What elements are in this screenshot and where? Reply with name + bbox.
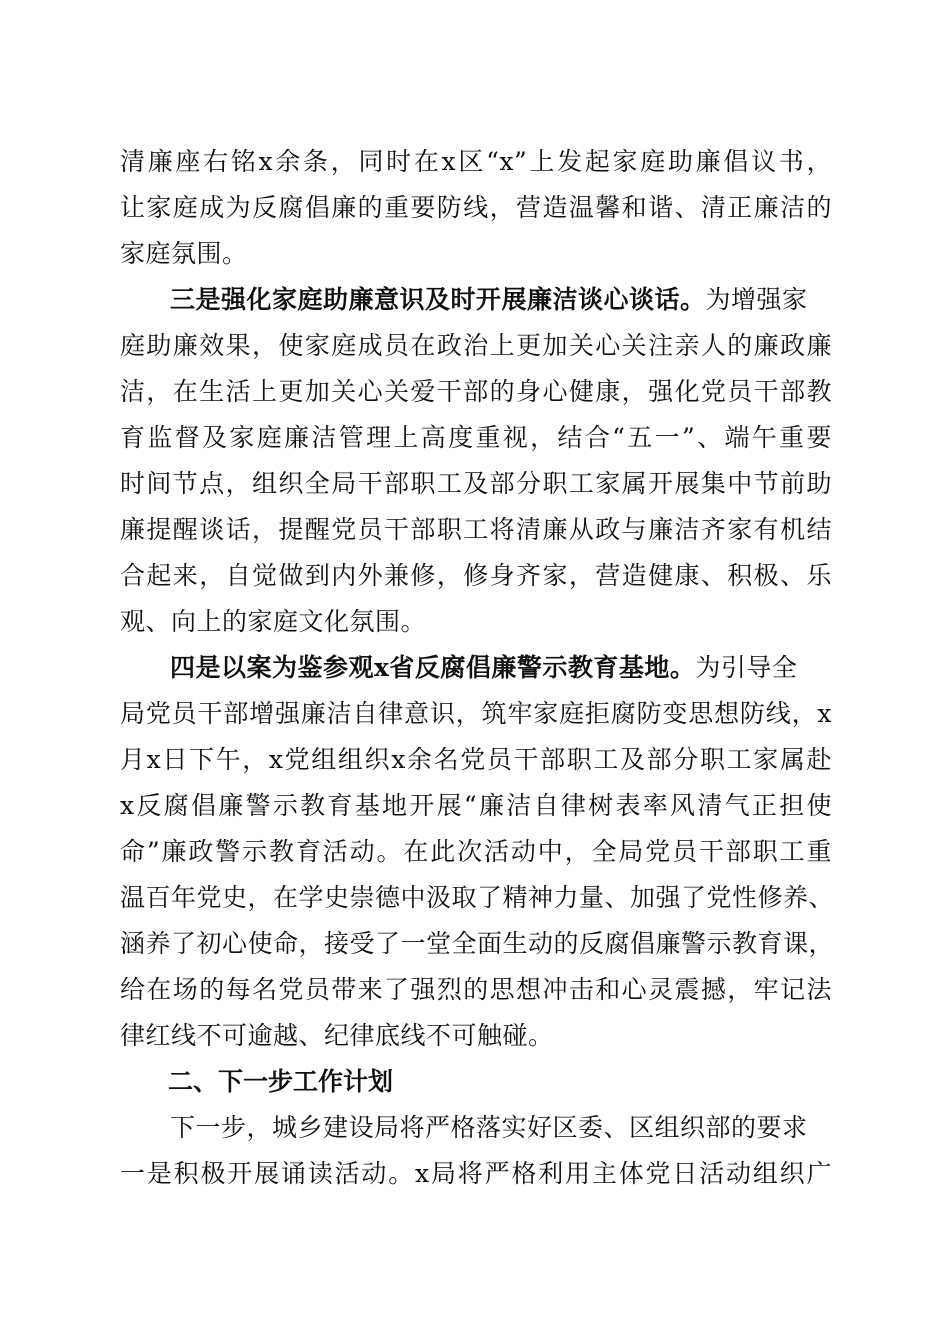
paragraph-line: 律红线不可逾越、纪律底线不可触碰。 (120, 1021, 554, 1050)
paragraph-line: 让家庭成为反腐倡廉的重要防线，营造温馨和谐、清正廉洁的 (120, 193, 832, 222)
paragraph-line: 洁，在生活上更加关心关爱干部的身心健康，强化党员干部教 (120, 377, 832, 406)
paragraph-heading: 四是以案为鉴参观x省反腐倡廉警示教育基地。 (170, 653, 696, 682)
paragraph-text: 为引导全 (695, 653, 798, 682)
paragraph-line: 月x日下午，x党组组织x余名党员干部职工及部分职工家属赴 (120, 745, 832, 774)
paragraph-line: x反腐倡廉警示教育基地开展“廉洁自律树表率风清气正担使 (120, 791, 832, 820)
paragraph-line: 局党员干部增强廉洁自律意识，筑牢家庭拒腐防变思想防线，x (120, 699, 832, 728)
paragraph-line: 庭助廉效果，使家庭成员在政治上更加关心关注亲人的廉政廉 (120, 331, 832, 360)
paragraph-line: 时间节点，组织全局干部职工及部分职工家属开展集中节前助 (120, 469, 832, 498)
paragraph-line: 合起来，自觉做到内外兼修，修身齐家，营造健康、积极、乐 (120, 561, 832, 590)
paragraph-line (170, 283, 832, 317)
paragraph-line: 命”廉政警示教育活动。在此次活动中，全局党员干部职工重 (120, 837, 832, 866)
paragraph-line: 温百年党史，在学史崇德中汲取了精神力量、加强了党性修养、 (120, 883, 835, 912)
paragraph-line: 涵养了初心使命，接受了一堂全面生动的反腐倡廉警示教育课， (120, 929, 835, 958)
paragraph-line: 一是积极开展诵读活动。x局将严格利用主体党日活动组织广 (120, 1159, 832, 1188)
paragraph-line: 下一步，城乡建设局将严格落实好区委、区组织部的要求 (170, 1113, 808, 1142)
paragraph-line: 观、向上的家庭文化氛围。 (120, 607, 427, 636)
paragraph-line: 育监督及家庭廉洁管理上高度重视，结合“五一”、端午重要 (120, 423, 832, 452)
paragraph-text: 为增强家 (705, 285, 808, 314)
paragraph-line: 家庭氛围。 (120, 239, 248, 268)
section-heading: 二、下一步工作计划 (168, 1067, 394, 1096)
paragraph-line: 给在场的每名党员带来了强烈的思想冲击和心灵震撼，牢记法 (120, 975, 832, 1004)
paragraph-heading: 三是强化家庭助廉意识及时开展廉洁谈心谈话。 (170, 285, 706, 314)
paragraph-line (170, 651, 832, 685)
paragraph-line: 清廉座右铭x余条，同时在x区“x”上发起家庭助廉倡议书， (120, 147, 832, 176)
paragraph-line: 廉提醒谈话，提醒党员干部职工将清廉从政与廉洁齐家有机结 (120, 515, 832, 544)
